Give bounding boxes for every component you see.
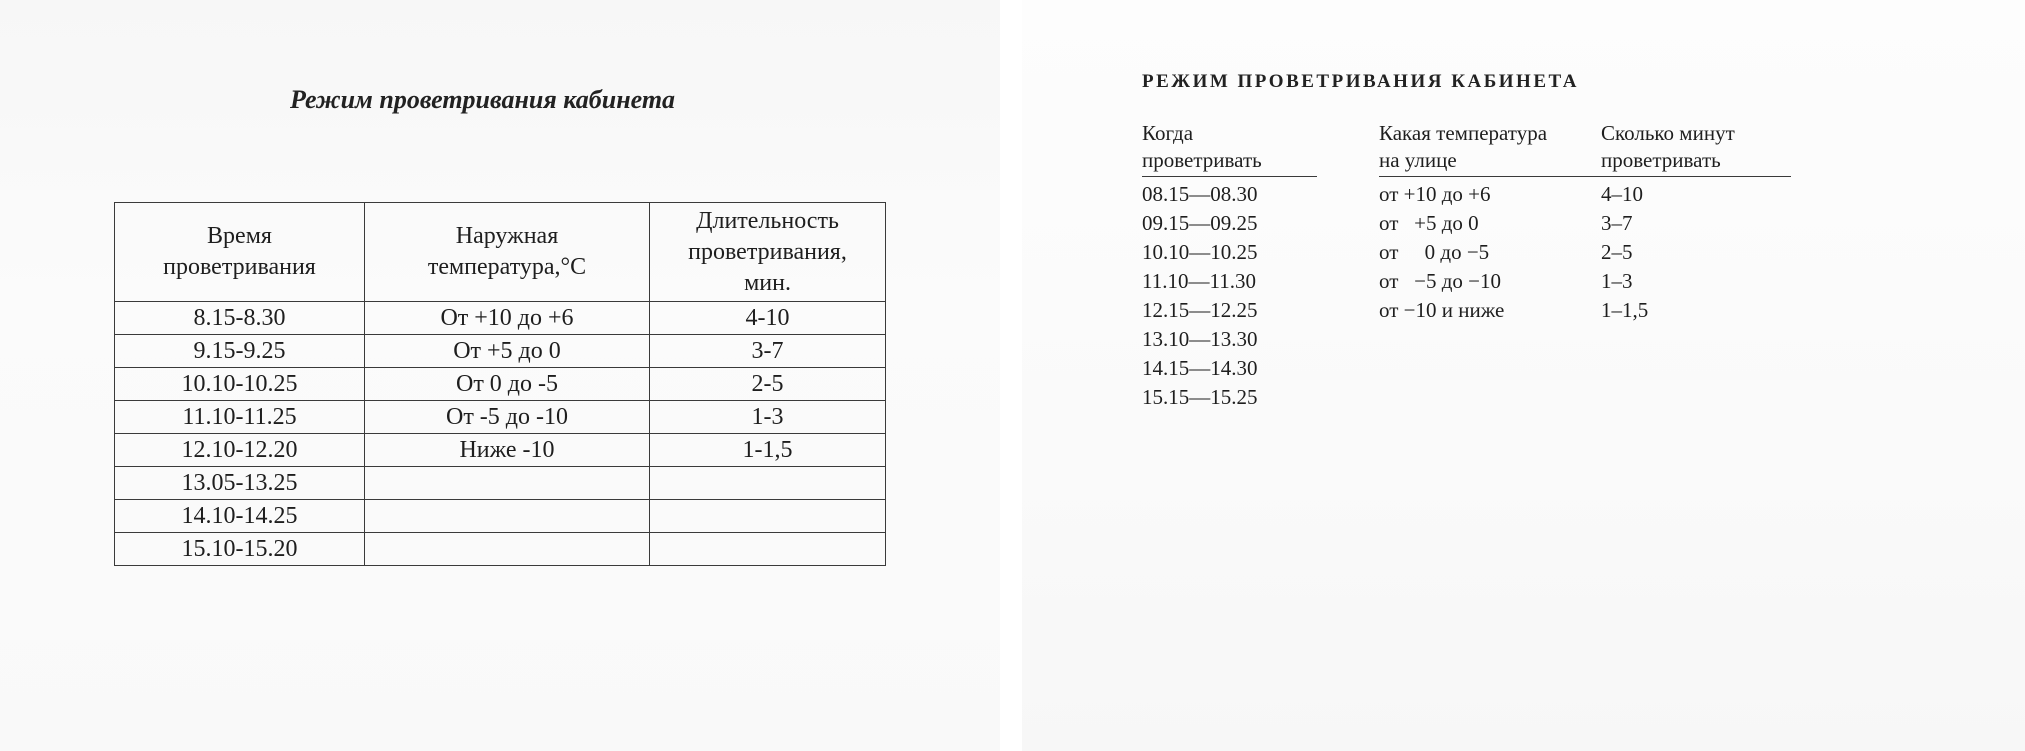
list-item: 4–10 xyxy=(1601,182,1643,206)
page-gap xyxy=(1000,0,1022,751)
cell-time: 12.10-12.20 xyxy=(115,434,365,467)
table-row xyxy=(115,368,886,401)
list-item: от −10 и ниже xyxy=(1379,298,1505,322)
table-row xyxy=(115,434,886,467)
header-line: Сколько минут xyxy=(1601,121,1735,145)
list-item: 15.15—15.25 xyxy=(1142,385,1258,409)
header-line: проветривать xyxy=(1142,148,1262,172)
list-item: 3–7 xyxy=(1601,211,1633,235)
list-item: 13.10—13.30 xyxy=(1142,327,1258,351)
column-when-to-ventilate xyxy=(1142,120,1317,412)
header-ventilation-duration xyxy=(650,203,886,302)
cell-time: 10.10-10.25 xyxy=(115,368,365,401)
column-duration-minutes xyxy=(1601,120,1791,325)
cell-temperature: От +5 до 0 xyxy=(365,335,650,368)
list-item: 1–1,5 xyxy=(1601,298,1649,322)
left-document-page xyxy=(0,0,1000,751)
cell-duration: 1-1,5 xyxy=(650,434,886,467)
list-item: 2–5 xyxy=(1601,240,1633,264)
column-header xyxy=(1142,120,1317,177)
cell-duration xyxy=(650,467,886,500)
left-page-title: Режим проветривания кабинета xyxy=(290,85,676,114)
list-item: от +5 до 0 xyxy=(1379,211,1479,235)
table-row xyxy=(115,401,886,434)
header-line: проветривания xyxy=(163,254,316,280)
header-line: Наружная xyxy=(455,223,559,249)
cell-duration: 2-5 xyxy=(650,368,886,401)
cell-duration: 4-10 xyxy=(650,302,886,335)
header-line: мин. xyxy=(744,269,791,296)
list-item: 09.15—09.25 xyxy=(1142,211,1258,235)
ventilation-schedule-table xyxy=(114,202,886,566)
cell-duration xyxy=(650,500,886,533)
table-row xyxy=(115,533,886,566)
cell-temperature: От -5 до -10 xyxy=(365,401,650,434)
table-row xyxy=(115,335,886,368)
table-row xyxy=(115,302,886,335)
cell-temperature xyxy=(365,467,650,500)
list-item: от −5 до −10 xyxy=(1379,269,1502,293)
column-header xyxy=(1601,120,1791,177)
right-document-page xyxy=(1022,0,2025,751)
list-item: 08.15—08.30 xyxy=(1142,182,1258,206)
column-outdoor-temperature xyxy=(1379,120,1601,325)
list-item: 11.10—11.30 xyxy=(1142,269,1256,293)
cell-time: 14.10-14.25 xyxy=(115,500,365,533)
list-item: 1–3 xyxy=(1601,269,1633,293)
right-page-title: РЕЖИМ ПРОВЕТРИВАНИЯ КАБИНЕТА xyxy=(1142,71,1579,92)
list-item: 12.15—12.25 xyxy=(1142,298,1258,322)
header-line: Длительность xyxy=(696,207,839,234)
cell-time: 13.05-13.25 xyxy=(115,467,365,500)
cell-time: 11.10-11.25 xyxy=(115,401,365,434)
header-ventilation-time xyxy=(115,203,365,302)
cell-time: 15.10-15.20 xyxy=(115,533,365,566)
header-line: проветривать xyxy=(1601,148,1721,172)
header-outdoor-temperature xyxy=(365,203,650,302)
table-row xyxy=(115,467,886,500)
table-header-row xyxy=(115,203,886,302)
list-item: от 0 до −5 xyxy=(1379,240,1490,264)
cell-time: 8.15-8.30 xyxy=(115,302,365,335)
cell-temperature xyxy=(365,500,650,533)
header-line: Когда xyxy=(1142,121,1194,145)
cell-temperature: От +10 до +6 xyxy=(365,302,650,335)
header-line: проветривания, xyxy=(688,238,847,265)
cell-temperature: От 0 до -5 xyxy=(365,368,650,401)
cell-time: 9.15-9.25 xyxy=(115,335,365,368)
cell-duration xyxy=(650,533,886,566)
header-line: температура,°С xyxy=(427,254,587,280)
cell-duration: 1-3 xyxy=(650,401,886,434)
cell-duration: 3-7 xyxy=(650,335,886,368)
cell-temperature: Ниже -10 xyxy=(365,434,650,467)
header-line: на улице xyxy=(1379,148,1457,172)
list-item: от +10 до +6 xyxy=(1379,182,1491,206)
header-line: Какая температура xyxy=(1379,121,1548,145)
list-item: 10.10—10.25 xyxy=(1142,240,1258,264)
cell-temperature xyxy=(365,533,650,566)
list-item: 14.15—14.30 xyxy=(1142,356,1258,380)
table-row xyxy=(115,500,886,533)
header-line: Время xyxy=(207,223,272,249)
column-header xyxy=(1379,120,1601,177)
